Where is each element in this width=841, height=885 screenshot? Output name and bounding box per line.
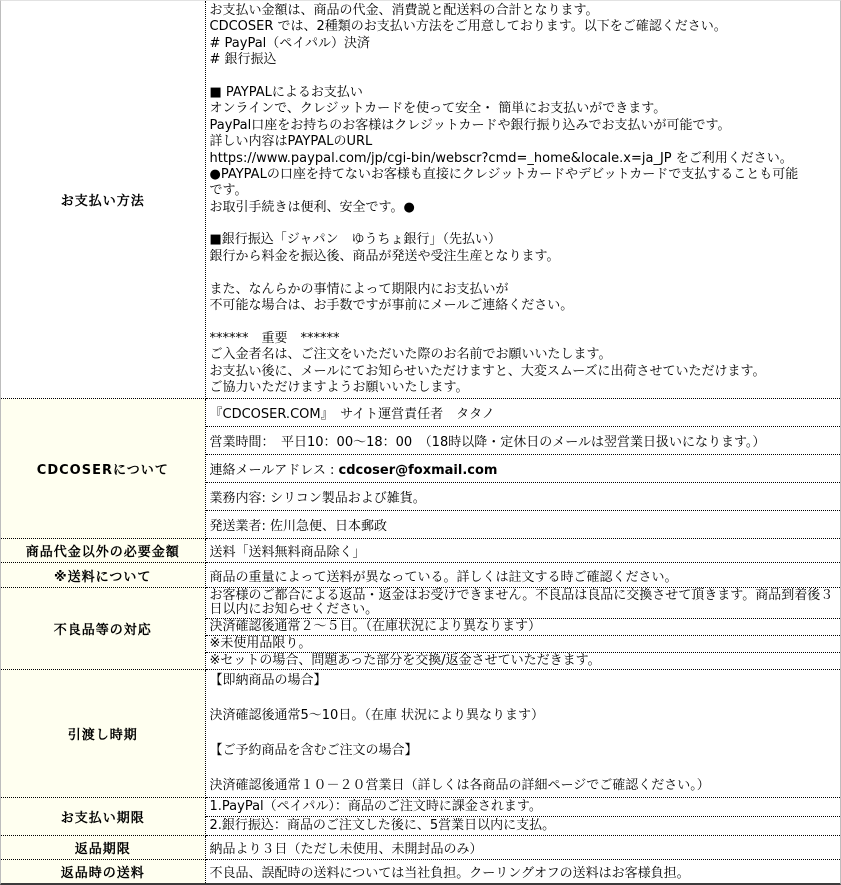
- text-line: [210, 216, 839, 232]
- shipping-note-content: 商品の重量によって送料が異なっている。詳しくは註文する時ご確認ください。: [205, 563, 840, 588]
- return-shipping-content: 不良品、誤配時の送料については当社負担。クーリングオフの送料はお客様負担。: [205, 859, 840, 883]
- payment-deadline-content-1: 2.銀行振込：商品のご注文した後に、5営業日以内に支払。: [205, 816, 840, 835]
- text-line: ご協力いただけますようお願いいたします。: [209, 379, 469, 395]
- policy-row-shipping-note: [1, 563, 840, 588]
- policy-row-return-shipping: [1, 859, 840, 883]
- text-line: PayPal口座をお持ちのお客様はクレジットカードや銀行振り込みでお支払いが可能です。: [209, 117, 731, 133]
- contact-email-label: 連絡メールアドレス :: [209, 463, 339, 479]
- about-cdcoser-content-3: 業務内容: シリコン製品および雑貨。: [205, 483, 840, 511]
- defective-items-content-2: ※未使用品限り。: [205, 636, 840, 653]
- defective-items-content-3: ※セットの場合、問題あった部分を交換/返金させていただきます。: [205, 653, 840, 670]
- policy-row-about-cdcoser-0: [1, 399, 840, 427]
- shop-policy-table: [1, 1, 840, 883]
- text-line: お支払い後に、メールにてお知らせいただけますと、大変スムーズに出荷させていただけます。: [209, 363, 766, 379]
- policy-row-extra-fees: [1, 539, 840, 563]
- text-line: [210, 690, 839, 708]
- text-line: 【ご予約商品を含むご注文の場合】: [209, 743, 418, 759]
- row-label-defective-items: 不良品等の対応: [1, 588, 205, 670]
- delivery-time-content: [205, 670, 840, 798]
- text-line: お支払い金額は、商品の代金、消費説と配送料の合計となります。: [209, 3, 599, 18]
- text-line: [210, 760, 839, 778]
- text-line: [210, 725, 839, 743]
- text-line: [210, 314, 839, 330]
- return-deadline-content: 納品より３日（ただし未使用、未開封品のみ）: [205, 835, 840, 859]
- row-label-shipping-note: ※送料について: [1, 563, 205, 588]
- text-line: # 銀行振込: [209, 52, 277, 68]
- row-label-return-shipping: 返品時の送料: [1, 859, 205, 883]
- policy-row-defective-items-0: [1, 588, 840, 619]
- text-line: ●PAYPALの口座を持てないお客様も直接にクレジットカードやデビットカードで支払することも可能: [209, 166, 799, 182]
- policy-row-payment-deadline-0: [1, 797, 840, 816]
- text-line: 決済確認後通常１０－２０営業日（詳しくは各商品の詳細ページでご確認ください。）: [209, 778, 710, 794]
- row-label-extra-fees: 商品代金以外の必要金額: [1, 539, 205, 563]
- text-line: また、なんらかの事情によって期限内にお支払いが: [209, 281, 509, 297]
- defective-items-content-0: お客様のご都合による返品・返金はお受けできません。不良品は良品に交換させて頂きます。商品到着後３日以内にお知らせください。: [205, 588, 840, 619]
- payment-method-content: [205, 1, 840, 399]
- text-line: 【即納商品の場合】: [209, 673, 327, 689]
- row-label-delivery-time: 引渡し時期: [1, 670, 205, 798]
- text-line: 不可能な場合は、お手数ですが事前にメールご連絡ください。: [209, 298, 574, 314]
- shop-policy-table-body: [1, 1, 840, 883]
- policy-row-payment-method: [1, 1, 840, 399]
- text-line: オンラインで、クレジットカードを使って安全・ 簡単にお支払いができます。: [209, 101, 667, 117]
- row-label-payment-method: お支払い方法: [1, 1, 205, 399]
- text-line: 銀行から料金を振込後、商品が発送や受注生産となります。: [209, 248, 560, 264]
- defective-items-content-1: 決済確認後通常２～５日。（在庫状況により異なります）: [205, 619, 840, 636]
- about-cdcoser-content-1: 営業時間： 平日10：00～18：00 （18時以降・定休日のメールは翌営業日扱いになります。）: [205, 427, 840, 455]
- payment-deadline-content-0: 1.PayPal（ペイパル）：商品のご注文時に課金されます。: [205, 797, 840, 816]
- extra-fees-content: 送料「送料無料商品除く」: [205, 539, 840, 563]
- about-cdcoser-content-2: [205, 455, 840, 483]
- about-cdcoser-content-0: 『CDCOSER.COM』 サイト運営責任者 タタノ: [205, 399, 840, 427]
- text-line: https://www.paypal.com/jp/cgi-bin/webscr?cmd=_home&locale.x=ja_JP をご利用ください。: [209, 150, 793, 166]
- policy-row-return-deadline: [1, 835, 840, 859]
- text-line: 詳しい内容はPAYPALのURL: [209, 134, 373, 150]
- contact-email: cdcoser@foxmail.com: [338, 463, 498, 479]
- text-line: CDCOSER では、2種類のお支払い方法をご用意しております。以下をご確認ください。: [209, 19, 727, 35]
- text-line: お取引手続きは便利、安全です。●: [209, 199, 415, 215]
- text-line: です。: [209, 183, 248, 199]
- text-line: ****** 重要 ******: [209, 330, 340, 346]
- text-line: # PayPal（ペイパル）決済: [209, 35, 371, 51]
- about-cdcoser-content-4: 発送業者: 佐川急便、日本郵政: [205, 511, 840, 539]
- text-line: 決済確認後通常5～10日。（在庫 状況により異なります）: [209, 708, 544, 724]
- text-line: [210, 265, 839, 281]
- row-label-about-cdcoser: CDCOSERについて: [1, 399, 205, 539]
- text-line: ■銀行振込「ジャパン ゆうちょ銀行」（先払い）: [209, 232, 502, 248]
- text-line: ご入金者名は、ご注文をいただいた際のお名前でお願いいたします。: [209, 347, 612, 363]
- row-label-payment-deadline: お支払い期限: [1, 797, 205, 835]
- policy-row-delivery-time: [1, 670, 840, 798]
- text-line: ■ PAYPALによるお支払い: [209, 84, 363, 100]
- row-label-return-deadline: 返品期限: [1, 835, 205, 859]
- text-line: [210, 69, 839, 85]
